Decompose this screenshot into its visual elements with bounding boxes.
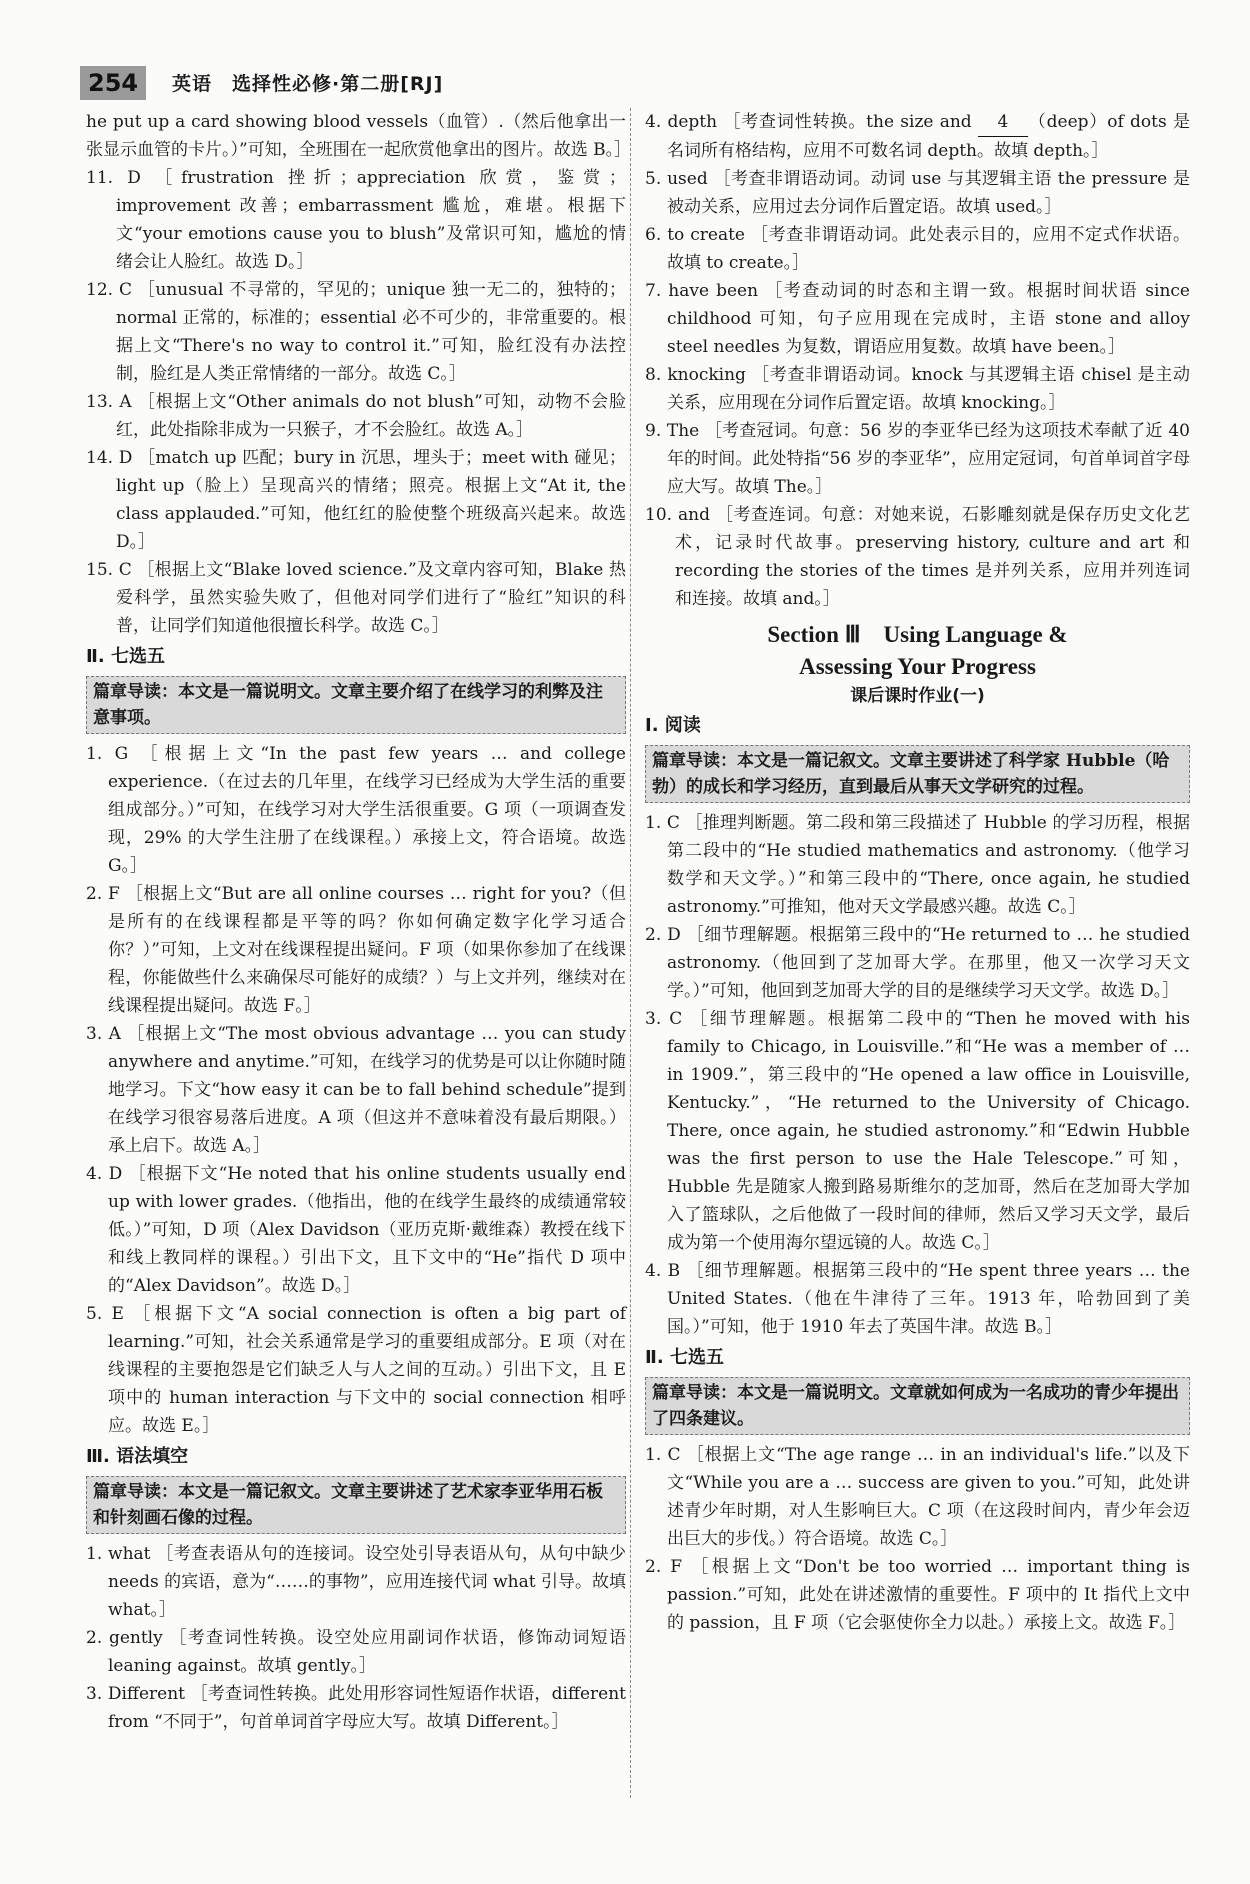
answer-3: 3. A ［根据上文“The most obvious advantage … you can study anywhere and anytime.”可知，在线学习的优势是可以让你随时随地学习。下文“how easy it can be to fall behind schedule”提到在线学习很容易落后进度。A 项（但这并不意味着没有最后期限。）承上启下。故选 A。］ [86, 1024, 626, 1156]
section-heading-seven-choose-five: Ⅱ. 七选五 [645, 1347, 724, 1368]
passage-guide-label: 篇章导读： [652, 1383, 737, 1403]
answer-continued: he put up a card showing blood vessels（血管）.（然后他拿出一张显示血管的卡片。）”可知，全班围在一起欣赏他拿出的图片。故选 B。］ [86, 112, 632, 160]
page-header [80, 66, 1200, 102]
left-column [86, 108, 632, 1736]
passage-guide-text: 本文是一篇记叙文。文章主要讲述了科学家 Hubble（哈勃）的成长和学习经历，直到最后从事天文学研究的过程。 [652, 751, 1170, 797]
grammar-answer-6: 6. to create ［考查非谓语动词。此处表示目的，应用不定式作状语。故填 to create。］ [645, 225, 1190, 273]
passage-guide [645, 1377, 1190, 1435]
grammar-answer-10: 10. and ［考查连词。句意：对她来说，石影雕刻就是保存历史文化艺术，记录时代故事。preserving history, culture and art 和 recording the stories of the times 是并列关系，应用并列连词和连接。故填 and。］ [645, 505, 1190, 609]
passage-guide-text: 本文是一篇说明文。文章就如何成为一名成功的青少年提出了四条建议。 [652, 1383, 1179, 1429]
grammar-answer-9: 9. The ［考查冠词。句意：56 岁的李亚华已经为这项技术奉献了近 40 年的时间。此处特指“56 岁的李亚华”，应用定冠词，句首单词首字母应大写。故填 The。］ [645, 421, 1190, 497]
grammar-answer-4 [645, 108, 1190, 165]
passage-guide-label: 篇章导读： [93, 682, 178, 702]
answer-2: 2. F ［根据上文“But are all online courses … right for you?（但是所有的在线课程都是平等的吗？你如何确定数字化学习适合你？）”可知，上文对在线课程提出疑问。F 项（如果你参加了在线课程，你能做些什么来确保尽可能好的成绩？）与上文并列，继续对在线课程提出疑问。故选 F。］ [86, 884, 626, 1016]
grammar-answer-4-pre: 4. depth ［考查词性转换。the size and [645, 112, 978, 132]
grammar-answer-4-post: （deep）of dots 是名词所有格结构，应用不可数名词 depth。故填 depth。］ [667, 112, 1190, 161]
right-column [645, 108, 1190, 1637]
reading-answer-2: 2. D ［细节理解题。根据第三段中的“He returned to … he studied astronomy.（他回到了芝加哥大学。在那里，他又一次学习天文学。）”可知，他回到芝加哥大学的目的是继续学习天文学。故选 D。］ [645, 925, 1190, 1001]
answer-1: 1. G ［根据上文“In the past few years … and college experience.（在过去的几年里，在线学习已经成为大学生活的重要组成部分。）”可知，在线学习对大学生活很重要。G 项（一项调查发现，29% 的大学生注册了在线课程。）承接上文，符合语境。故选 G。］ [86, 744, 626, 876]
answer-12: 12. C ［unusual 不寻常的，罕见的；unique 独一无二的，独特的；normal 正常的，标准的；essential 必不可少的，非常重要的。根据上文“There's no way to control it.”可知，脸红没有办法控制，脸红是人类正常情绪的一部分。故选 C。］ [86, 280, 626, 384]
column-divider [630, 108, 632, 1798]
grammar-answer-5: 5. used ［考查非谓语动词。动词 use 与其逻辑主语 the pressure 是被动关系，应用过去分词作后置定语。故填 used。］ [645, 169, 1190, 217]
answer-11: 11. D ［frustration 挫折；appreciation 欣赏，鉴赏；improvement 改善；embarrassment 尴尬，难堪。根据下文“your emotions cause you to blush”及常识可知，尴尬的情绪会让人脸红。故选 D。］ [86, 168, 626, 272]
section-title-line-2: Assessing Your Progress [799, 654, 1036, 679]
reading-answer-1: 1. C ［推理判断题。第二段和第三段描述了 Hubble 的学习历程，根据第二段中的“He studied mathematics and astronomy.（他学习数学和天文学。）”和第三段中的“There, once again, he studied astronomy.”可推知，他对天文学最感兴趣。故选 C。］ [645, 813, 1190, 917]
fill-blank: 4 [978, 108, 1028, 137]
passage-guide-text: 本文是一篇说明文。文章主要介绍了在线学习的利弊及注意事项。 [93, 682, 603, 728]
grammar-answer-1: 1. what ［考查表语从句的连接词。设空处引导表语从句，从句中缺少 needs 的宾语，意为“……的事物”，应用连接代词 what 引导。故填 what。］ [86, 1544, 626, 1620]
section-heading-grammar-fill: Ⅲ. 语法填空 [86, 1446, 189, 1467]
page-number: 254 [80, 66, 146, 100]
grammar-answer-8: 8. knocking ［考查非谓语动词。knock 与其逻辑主语 chisel 是主动关系，应用现在分词作后置定语。故填 knocking。］ [645, 365, 1190, 413]
reading-answer-4: 4. B ［细节理解题。根据第三段中的“He spent three years … the United States.（他在牛津待了三年。1913 年，哈勃回到了美国。）”可知，他于 1910 年去了英国牛津。故选 B。］ [645, 1261, 1190, 1337]
section-heading-reading: Ⅰ. 阅读 [645, 715, 701, 736]
answer-15: 15. C ［根据上文“Blake loved science.”及文章内容可知，Blake 热爱科学，虽然实验失败了，但他对同学们进行了“脸红”知识的科普，让同学们知道他很擅长科学。故选 C。］ [86, 560, 626, 636]
passage-guide [86, 1476, 626, 1534]
seven-five-answer-2: 2. F ［根据上文“Don't be too worried … important thing is passion.”可知，此处在讲述激情的重要性。F 项中的 It 指代上文中的 passion，且 F 项（它会驱使你全力以赴。）承接上文。故选 F。］ [645, 1557, 1190, 1633]
section-heading-seven-choose-five: Ⅱ. 七选五 [86, 646, 165, 667]
passage-guide [86, 676, 626, 734]
passage-guide-text: 本文是一篇记叙文。文章主要讲述了艺术家李亚华用石板和针刻画石像的过程。 [93, 1482, 603, 1528]
grammar-answer-3: 3. Different ［考查词性转换。此处用形容词性短语作状语，different from “不同于”，句首单词首字母应大写。故填 Different。］ [86, 1684, 626, 1732]
grammar-answer-2: 2. gently ［考查词性转换。设空处应用副词作状语，修饰动词短语 leaning against。故填 gently。］ [86, 1628, 626, 1676]
answer-13: 13. A ［根据上文“Other animals do not blush”可知，动物不会脸红，此处指除非成为一只猴子，才不会脸红。故选 A。］ [86, 392, 626, 440]
book-title: 英语 选择性必修·第二册[RJ] [172, 73, 444, 95]
grammar-answer-7: 7. have been ［考查动词的时态和主谓一致。根据时间状语 since childhood 可知，句子应用现在完成时，主语 stone and alloy steel needles 为复数，谓语应用复数。故填 have been。］ [645, 281, 1190, 357]
section-subtitle: 课后课时作业(一) [850, 686, 985, 706]
passage-guide-label: 篇章导读： [652, 751, 737, 771]
answer-14: 14. D ［match up 匹配；bury in 沉思，埋头于；meet with 碰见；light up（脸上）呈现高兴的情绪；照亮。根据上文“At it, the class applauded.”可知，他红红的脸使整个班级高兴起来。故选 D。］ [86, 448, 626, 552]
passage-guide-label: 篇章导读： [93, 1482, 178, 1502]
reading-answer-3: 3. C ［细节理解题。根据第二段中的“Then he moved with his family to Chicago, in Louisville.”和“He was a member of … in 1909.”，第三段中的“He opened a law office in Louisville, Kentucky.”，“He returned to the University of Chicago. There, once again, he studied astronomy.”和“Edwin Hubble was the first person to use the Hale Telescope.”可知，Hubble 先是随家人搬到路易斯维尔的芝加哥，然后在芝加哥大学加入了篮球队，之后他做了一段时间的律师，然后又学习天文学，最后成为第一个使用海尔望远镜的人。故选 C。］ [645, 1009, 1190, 1253]
passage-guide [645, 745, 1190, 803]
seven-five-answer-1: 1. C ［根据上文“The age range … in an individual's life.”以及下文“While you are a … success are given to you.”可知，此处讲述青少年时期，对人生影响巨大。C 项（在这段时间内，青少年会迈出巨大的步伐。）符合语境。故选 C。］ [645, 1445, 1190, 1549]
section-title-line-1: Section Ⅲ Using Language & [767, 622, 1068, 647]
answer-5: 5. E ［根据下文“A social connection is often a big part of learning.”可知，社会关系通常是学习的重要组成部分。E 项（对在线课程的主要抱怨是它们缺乏人与人之间的互动。）引出下文，且 E 项中的 human interaction 与下文中的 social connection 相呼应。故选 E。］ [86, 1304, 626, 1436]
answer-4: 4. D ［根据下文“He noted that his online students usually end up with lower grades.（他指出，他的在线学生最终的成绩通常较低。）”可知，D 项（Alex Davidson（亚历克斯·戴维森）教授在线下和线上教同样的课程。）引出下文，且下文中的“He”指代 D 项中的“Alex Davidson”。故选 D。］ [86, 1164, 626, 1296]
